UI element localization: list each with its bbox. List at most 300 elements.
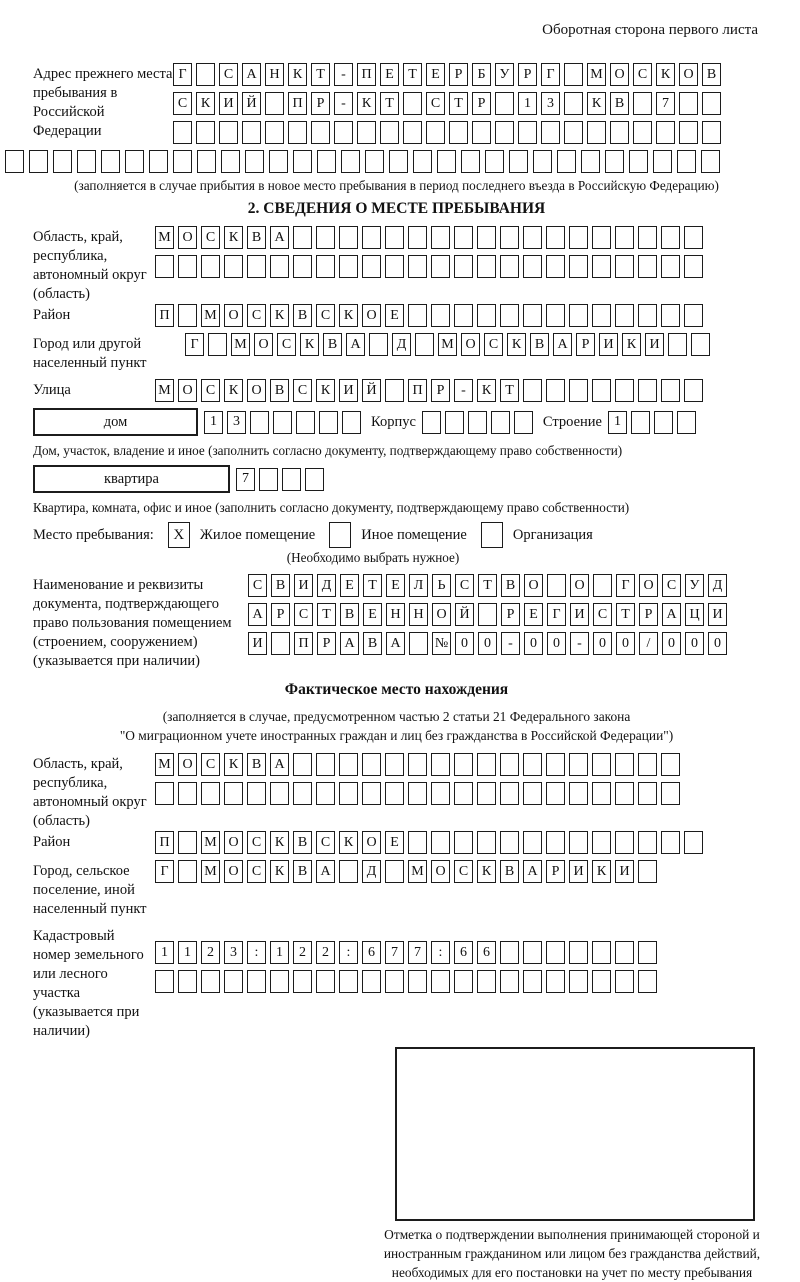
char-box[interactable] (293, 970, 312, 993)
char-box[interactable]: 0 (593, 632, 612, 655)
char-box[interactable]: И (708, 603, 727, 626)
char-box[interactable] (409, 632, 428, 655)
char-box[interactable] (431, 304, 450, 327)
char-box[interactable]: Р (311, 92, 330, 115)
char-box[interactable]: Е (386, 574, 405, 597)
char-box[interactable]: Т (616, 603, 635, 626)
char-box[interactable]: М (587, 63, 606, 86)
char-box[interactable] (362, 970, 381, 993)
char-box[interactable] (415, 333, 434, 356)
char-box[interactable] (413, 150, 432, 173)
char-box[interactable] (437, 150, 456, 173)
char-box[interactable]: О (224, 304, 243, 327)
char-box[interactable] (293, 226, 312, 249)
char-box[interactable] (270, 970, 289, 993)
char-box[interactable] (701, 150, 720, 173)
char-box[interactable] (495, 121, 514, 144)
char-box[interactable]: А (316, 860, 335, 883)
char-box[interactable] (431, 226, 450, 249)
char-box[interactable]: : (247, 941, 266, 964)
char-box[interactable]: К (622, 333, 641, 356)
char-box[interactable]: Т (317, 603, 336, 626)
char-box[interactable]: К (656, 63, 675, 86)
char-box[interactable] (684, 226, 703, 249)
char-box[interactable]: В (500, 860, 519, 883)
char-box[interactable]: А (242, 63, 261, 86)
char-box[interactable]: Б (472, 63, 491, 86)
char-box[interactable]: И (248, 632, 267, 655)
char-box[interactable] (523, 379, 542, 402)
char-box[interactable]: Р (472, 92, 491, 115)
char-box[interactable] (385, 782, 404, 805)
char-box[interactable] (316, 782, 335, 805)
char-box[interactable]: В (323, 333, 342, 356)
char-box[interactable] (219, 121, 238, 144)
char-box[interactable] (247, 782, 266, 805)
char-box[interactable] (569, 970, 588, 993)
char-box[interactable] (546, 226, 565, 249)
char-box[interactable] (661, 255, 680, 278)
char-box[interactable] (316, 226, 335, 249)
char-box[interactable] (564, 92, 583, 115)
char-box[interactable] (546, 255, 565, 278)
char-box[interactable] (592, 255, 611, 278)
char-box[interactable]: М (201, 831, 220, 854)
char-box[interactable] (638, 941, 657, 964)
char-box[interactable]: К (224, 379, 243, 402)
char-box[interactable]: 6 (362, 941, 381, 964)
char-box[interactable] (178, 782, 197, 805)
char-box[interactable]: С (316, 304, 335, 327)
char-box[interactable] (477, 753, 496, 776)
char-box[interactable] (569, 831, 588, 854)
char-box[interactable] (408, 304, 427, 327)
char-box[interactable]: 1 (518, 92, 537, 115)
char-box[interactable]: Г (541, 63, 560, 86)
char-box[interactable]: - (570, 632, 589, 655)
char-box[interactable]: Р (639, 603, 658, 626)
char-box[interactable]: А (386, 632, 405, 655)
other-premises-checkbox[interactable] (329, 522, 351, 548)
char-box[interactable]: Т (478, 574, 497, 597)
char-box[interactable]: К (587, 92, 606, 115)
char-box[interactable] (247, 255, 266, 278)
char-box[interactable] (679, 121, 698, 144)
char-box[interactable]: О (178, 379, 197, 402)
char-box[interactable] (477, 831, 496, 854)
char-box[interactable] (380, 121, 399, 144)
char-box[interactable]: Д (708, 574, 727, 597)
char-box[interactable]: О (610, 63, 629, 86)
char-box[interactable] (408, 255, 427, 278)
char-box[interactable]: К (300, 333, 319, 356)
char-box[interactable] (408, 226, 427, 249)
char-box[interactable]: 3 (224, 941, 243, 964)
char-box[interactable]: С (219, 63, 238, 86)
char-box[interactable] (155, 255, 174, 278)
char-box[interactable] (408, 831, 427, 854)
char-box[interactable] (638, 970, 657, 993)
char-box[interactable]: А (270, 753, 289, 776)
char-box[interactable] (638, 782, 657, 805)
char-box[interactable]: К (270, 860, 289, 883)
char-box[interactable]: И (599, 333, 618, 356)
char-box[interactable] (155, 970, 174, 993)
char-box[interactable]: Н (386, 603, 405, 626)
char-box[interactable]: Е (426, 63, 445, 86)
char-box[interactable]: Р (431, 379, 450, 402)
char-box[interactable]: Е (524, 603, 543, 626)
char-box[interactable] (362, 255, 381, 278)
char-box[interactable] (221, 150, 240, 173)
char-box[interactable] (449, 121, 468, 144)
char-box[interactable] (592, 226, 611, 249)
char-box[interactable] (500, 753, 519, 776)
char-box[interactable]: В (340, 603, 359, 626)
char-box[interactable] (454, 226, 473, 249)
char-box[interactable] (362, 782, 381, 805)
char-box[interactable] (478, 603, 497, 626)
char-box[interactable]: А (523, 860, 542, 883)
char-box[interactable]: К (477, 379, 496, 402)
char-box[interactable] (629, 150, 648, 173)
char-box[interactable]: Г (155, 860, 174, 883)
char-box[interactable]: А (553, 333, 572, 356)
char-box[interactable] (201, 970, 220, 993)
char-box[interactable] (242, 121, 261, 144)
char-box[interactable]: С (201, 226, 220, 249)
char-box[interactable] (316, 753, 335, 776)
char-box[interactable]: С (247, 831, 266, 854)
residential-checkbox[interactable]: X (168, 522, 190, 548)
char-box[interactable]: В (270, 379, 289, 402)
organization-checkbox[interactable] (481, 522, 503, 548)
char-box[interactable]: О (224, 860, 243, 883)
char-box[interactable] (445, 411, 464, 434)
char-box[interactable] (342, 411, 361, 434)
char-box[interactable] (408, 753, 427, 776)
char-box[interactable]: Й (455, 603, 474, 626)
char-box[interactable] (149, 150, 168, 173)
char-box[interactable]: - (501, 632, 520, 655)
char-box[interactable] (334, 121, 353, 144)
char-box[interactable] (661, 753, 680, 776)
char-box[interactable]: О (362, 304, 381, 327)
char-box[interactable]: О (224, 831, 243, 854)
char-box[interactable]: : (431, 941, 450, 964)
char-box[interactable] (178, 970, 197, 993)
char-box[interactable]: : (339, 941, 358, 964)
char-box[interactable]: Г (547, 603, 566, 626)
char-box[interactable]: А (248, 603, 267, 626)
char-box[interactable] (282, 468, 301, 491)
char-box[interactable]: С (293, 379, 312, 402)
char-box[interactable]: С (662, 574, 681, 597)
char-box[interactable]: П (357, 63, 376, 86)
char-box[interactable] (523, 304, 542, 327)
char-box[interactable]: Т (403, 63, 422, 86)
char-box[interactable] (514, 411, 533, 434)
char-box[interactable] (208, 333, 227, 356)
char-box[interactable]: М (438, 333, 457, 356)
char-box[interactable] (477, 255, 496, 278)
char-box[interactable]: С (294, 603, 313, 626)
char-box[interactable]: Т (380, 92, 399, 115)
char-box[interactable]: С (316, 831, 335, 854)
char-box[interactable] (385, 255, 404, 278)
char-box[interactable]: Т (311, 63, 330, 86)
char-box[interactable]: Т (449, 92, 468, 115)
char-box[interactable] (653, 150, 672, 173)
char-box[interactable] (245, 150, 264, 173)
char-box[interactable] (319, 411, 338, 434)
char-box[interactable]: П (288, 92, 307, 115)
char-box[interactable]: 2 (316, 941, 335, 964)
char-box[interactable]: К (316, 379, 335, 402)
char-box[interactable] (77, 150, 96, 173)
char-box[interactable]: И (339, 379, 358, 402)
char-box[interactable]: С (484, 333, 503, 356)
char-box[interactable] (546, 970, 565, 993)
char-box[interactable] (638, 753, 657, 776)
char-box[interactable]: 6 (454, 941, 473, 964)
char-box[interactable]: 7 (385, 941, 404, 964)
char-box[interactable] (638, 226, 657, 249)
char-box[interactable] (569, 304, 588, 327)
char-box[interactable] (305, 468, 324, 491)
char-box[interactable]: Е (385, 304, 404, 327)
char-box[interactable] (408, 782, 427, 805)
char-box[interactable]: 0 (708, 632, 727, 655)
char-box[interactable] (661, 831, 680, 854)
char-box[interactable] (533, 150, 552, 173)
char-box[interactable] (615, 226, 634, 249)
char-box[interactable]: В (702, 63, 721, 86)
char-box[interactable] (293, 782, 312, 805)
char-box[interactable] (385, 379, 404, 402)
char-box[interactable] (661, 226, 680, 249)
char-box[interactable]: Р (501, 603, 520, 626)
char-box[interactable]: О (247, 379, 266, 402)
char-box[interactable] (101, 150, 120, 173)
char-box[interactable] (341, 150, 360, 173)
char-box[interactable] (224, 255, 243, 278)
char-box[interactable] (293, 753, 312, 776)
char-box[interactable] (631, 411, 650, 434)
char-box[interactable]: Д (362, 860, 381, 883)
char-box[interactable] (638, 860, 657, 883)
char-box[interactable]: 0 (547, 632, 566, 655)
char-box[interactable] (339, 226, 358, 249)
char-box[interactable]: 1 (155, 941, 174, 964)
char-box[interactable] (656, 121, 675, 144)
char-box[interactable]: Д (317, 574, 336, 597)
char-box[interactable] (270, 255, 289, 278)
char-box[interactable]: М (201, 860, 220, 883)
char-box[interactable]: У (495, 63, 514, 86)
char-box[interactable]: И (569, 860, 588, 883)
char-box[interactable] (472, 121, 491, 144)
char-box[interactable] (293, 255, 312, 278)
char-box[interactable]: / (639, 632, 658, 655)
char-box[interactable] (477, 226, 496, 249)
char-box[interactable]: С (633, 63, 652, 86)
char-box[interactable] (546, 831, 565, 854)
char-box[interactable] (431, 255, 450, 278)
char-box[interactable] (500, 831, 519, 854)
char-box[interactable] (265, 92, 284, 115)
char-box[interactable] (661, 304, 680, 327)
char-box[interactable] (523, 753, 542, 776)
char-box[interactable]: С (248, 574, 267, 597)
char-box[interactable] (408, 970, 427, 993)
char-box[interactable] (546, 941, 565, 964)
char-box[interactable]: В (610, 92, 629, 115)
char-box[interactable] (296, 411, 315, 434)
char-box[interactable]: А (346, 333, 365, 356)
char-box[interactable]: К (339, 304, 358, 327)
char-box[interactable] (491, 411, 510, 434)
char-box[interactable] (564, 121, 583, 144)
char-box[interactable]: Н (409, 603, 428, 626)
char-box[interactable] (197, 150, 216, 173)
char-box[interactable] (339, 255, 358, 278)
char-box[interactable] (691, 333, 710, 356)
char-box[interactable]: К (477, 860, 496, 883)
char-box[interactable]: С (201, 379, 220, 402)
char-box[interactable] (518, 121, 537, 144)
char-box[interactable]: С (201, 753, 220, 776)
char-box[interactable]: К (270, 831, 289, 854)
char-box[interactable] (224, 782, 243, 805)
char-box[interactable] (654, 411, 673, 434)
char-box[interactable] (702, 121, 721, 144)
char-box[interactable]: А (662, 603, 681, 626)
char-box[interactable] (247, 970, 266, 993)
char-box[interactable]: О (254, 333, 273, 356)
char-box[interactable] (684, 379, 703, 402)
char-box[interactable]: - (334, 92, 353, 115)
char-box[interactable]: К (507, 333, 526, 356)
char-box[interactable] (679, 92, 698, 115)
char-box[interactable]: Ь (432, 574, 451, 597)
char-box[interactable]: 0 (685, 632, 704, 655)
char-box[interactable]: 0 (616, 632, 635, 655)
char-box[interactable] (569, 379, 588, 402)
char-box[interactable] (259, 468, 278, 491)
char-box[interactable] (431, 970, 450, 993)
char-box[interactable] (265, 121, 284, 144)
char-box[interactable]: 2 (293, 941, 312, 964)
char-box[interactable] (615, 379, 634, 402)
char-box[interactable] (615, 831, 634, 854)
char-box[interactable] (523, 255, 542, 278)
char-box[interactable] (638, 304, 657, 327)
char-box[interactable]: П (155, 831, 174, 854)
char-box[interactable] (547, 574, 566, 597)
char-box[interactable] (288, 121, 307, 144)
char-box[interactable] (317, 150, 336, 173)
char-box[interactable]: С (247, 860, 266, 883)
char-box[interactable] (461, 150, 480, 173)
char-box[interactable]: К (339, 831, 358, 854)
char-box[interactable]: И (615, 860, 634, 883)
char-box[interactable] (362, 226, 381, 249)
char-box[interactable] (250, 411, 269, 434)
char-box[interactable] (477, 970, 496, 993)
char-box[interactable]: Е (340, 574, 359, 597)
char-box[interactable]: Й (242, 92, 261, 115)
char-box[interactable] (125, 150, 144, 173)
char-box[interactable] (196, 121, 215, 144)
char-box[interactable] (178, 860, 197, 883)
char-box[interactable]: К (224, 753, 243, 776)
char-box[interactable]: И (645, 333, 664, 356)
char-box[interactable] (569, 782, 588, 805)
char-box[interactable] (615, 255, 634, 278)
char-box[interactable]: 1 (608, 411, 627, 434)
char-box[interactable] (633, 92, 652, 115)
char-box[interactable] (592, 379, 611, 402)
char-box[interactable] (500, 782, 519, 805)
char-box[interactable] (592, 970, 611, 993)
char-box[interactable] (546, 753, 565, 776)
char-box[interactable]: К (357, 92, 376, 115)
char-box[interactable]: О (431, 860, 450, 883)
char-box[interactable]: 0 (524, 632, 543, 655)
char-box[interactable] (385, 860, 404, 883)
char-box[interactable]: Е (385, 831, 404, 854)
char-box[interactable]: В (247, 226, 266, 249)
char-box[interactable]: О (639, 574, 658, 597)
char-box[interactable]: Р (449, 63, 468, 86)
char-box[interactable] (638, 255, 657, 278)
char-box[interactable] (178, 304, 197, 327)
char-box[interactable]: 7 (656, 92, 675, 115)
char-box[interactable] (369, 333, 388, 356)
char-box[interactable] (569, 753, 588, 776)
char-box[interactable] (385, 226, 404, 249)
char-box[interactable] (702, 92, 721, 115)
char-box[interactable]: В (293, 831, 312, 854)
char-box[interactable] (546, 304, 565, 327)
char-box[interactable]: 7 (236, 468, 255, 491)
char-box[interactable]: К (196, 92, 215, 115)
char-box[interactable] (592, 753, 611, 776)
char-box[interactable] (569, 941, 588, 964)
char-box[interactable]: С (454, 860, 473, 883)
char-box[interactable]: Л (409, 574, 428, 597)
char-box[interactable] (422, 411, 441, 434)
char-box[interactable] (523, 782, 542, 805)
char-box[interactable] (53, 150, 72, 173)
char-box[interactable]: О (362, 831, 381, 854)
char-box[interactable] (569, 255, 588, 278)
char-box[interactable]: - (334, 63, 353, 86)
char-box[interactable] (316, 255, 335, 278)
char-box[interactable] (357, 121, 376, 144)
char-box[interactable] (500, 255, 519, 278)
char-box[interactable] (661, 379, 680, 402)
char-box[interactable] (500, 226, 519, 249)
char-box[interactable] (477, 304, 496, 327)
char-box[interactable] (339, 860, 358, 883)
char-box[interactable]: 1 (204, 411, 223, 434)
char-box[interactable] (638, 379, 657, 402)
char-box[interactable] (615, 753, 634, 776)
char-box[interactable]: 6 (477, 941, 496, 964)
char-box[interactable] (454, 970, 473, 993)
